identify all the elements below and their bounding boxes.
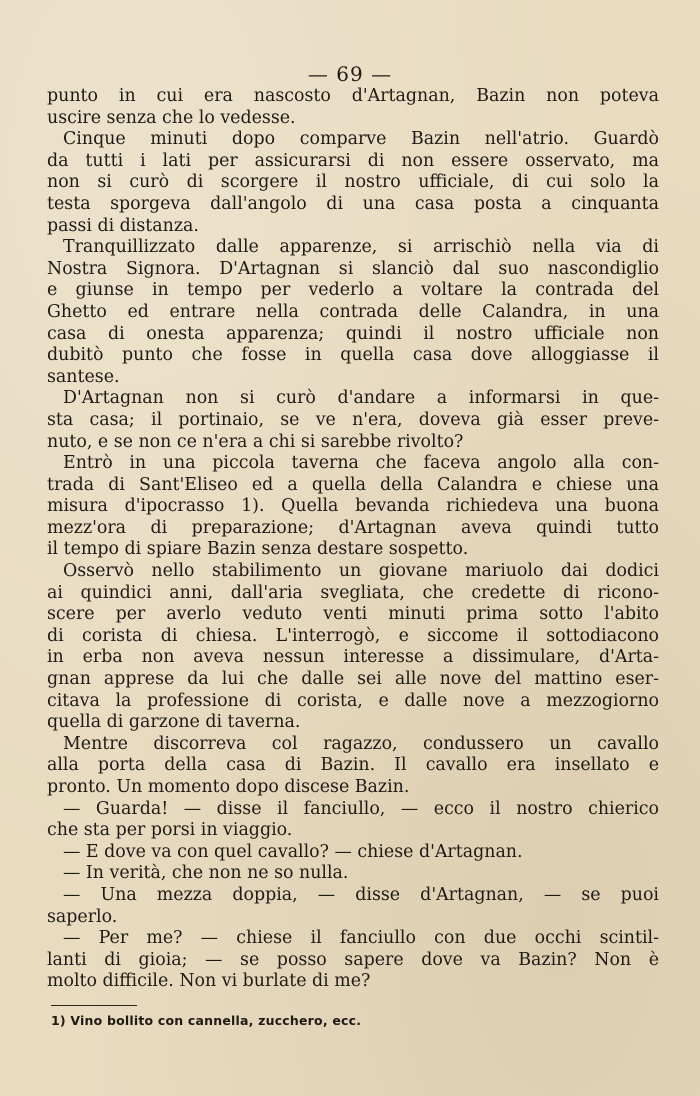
text-line: pronto. Un momento dopo discese Bazin. — [47, 777, 410, 797]
text-line: quella di garzone di taverna. — [47, 712, 301, 733]
text-line: mezz'ora di preparazione; d'Artagnan aveva quindi tutto — [47, 517, 659, 538]
text-line: Osservò nello stabilimento un giovane mariuolo dai dodici — [63, 561, 659, 582]
text-line: il tempo di spiare Bazin senza destare sospetto. — [47, 539, 469, 560]
text-line: uscire senza che lo vedesse. — [47, 107, 296, 128]
text-line: scere per averlo veduto venti minuti prima sotto l'abito — [47, 604, 659, 625]
text-line: sta casa; il portinaio, se ve n'era, doveva già esser preve- — [47, 409, 659, 430]
text-line: da tutti i lati per assicurarsi di non essere osservato, ma — [47, 150, 659, 171]
text-line: — Guarda! — disse il fanciullo, — ecco il nostro chierico — [63, 798, 659, 819]
text-line: passi di distanza. — [47, 215, 199, 236]
text-line: che sta per porsi in viaggio. — [47, 820, 293, 841]
text-line: trada di Sant'Eliseo ed a quella della Calandra e chiese una — [47, 474, 659, 495]
body-text — [47, 86, 659, 993]
text-line: non si curò di scorgere il nostro ufficiale, di cui solo la — [47, 172, 659, 193]
text-line: alla porta della casa di Bazin. Il cavallo era insellato e — [47, 755, 659, 776]
text-line: citava la professione di corista, e dalle nove a mezzogiorno — [47, 690, 659, 711]
text-line: Mentre discorreva col ragazzo, condussero un cavallo — [63, 733, 659, 754]
text-line: e giunse in tempo per vederlo a voltare la contrada del — [47, 280, 659, 301]
page-number: — 69 — — [307, 62, 393, 86]
text-line: di corista di chiesa. L'interrogò, e siccome il sottodiacono — [47, 625, 659, 646]
text-line: Cinque minuti dopo comparve Bazin nell'atrio. Guardò — [63, 129, 659, 150]
text-line: Ghetto ed entrare nella contrada delle Calandra, in una — [47, 301, 659, 322]
text-line: — Una mezza doppia, — disse d'Artagnan, — se puoi — [63, 884, 659, 905]
text-line: santese. — [47, 366, 120, 387]
text-line: nuto, e se non ce n'era a chi si sarebbe rivolto? — [47, 431, 464, 452]
text-line: gnan apprese da lui che dalle sei alle nove del mattino eser- — [47, 669, 659, 690]
text-line: punto in cui era nascosto d'Artagnan, Bazin non poteva — [47, 86, 659, 106]
text-line: — E dove va con quel cavallo? — chiese d'Artagnan. — [63, 841, 523, 862]
text-line: molto difficile. Non vi burlate di me? — [47, 971, 371, 992]
text-line: Nostra Signora. D'Artagnan si slanciò dal suo nascondiglio — [47, 258, 659, 279]
text-line: — In verità, che non ne so nulla. — [63, 863, 349, 884]
text-line: — Per me? — chiese il fanciullo con due occhi scintil- — [63, 928, 659, 949]
text-line: lanti di gioia; — se posso sapere dove va Bazin? Non è — [47, 949, 659, 970]
text-line: testa sporgeva dall'angolo di una casa posta a cinquanta — [47, 193, 659, 214]
footnote: 1) Vino bollito con cannella, zucchero, ecc. — [51, 1013, 362, 1028]
text-line: saperlo. — [47, 906, 118, 927]
text-line: ai quindici anni, dall'aria svegliata, che credette di ricono- — [47, 582, 659, 603]
text-line: dubitò punto che fosse in quella casa dove alloggiasse il — [47, 345, 659, 366]
footnote-divider — [51, 1005, 137, 1006]
text-line: Tranquillizzato dalle apparenze, si arrischiò nella via di — [63, 237, 659, 258]
text-line: Entrò in una piccola taverna che faceva angolo alla con- — [63, 453, 659, 474]
text-line: casa di onesta apparenza; quindi il nostro ufficiale non — [47, 323, 659, 344]
text-line: D'Artagnan non si curò d'andare a informarsi in que- — [63, 388, 659, 409]
text-line: misura d'ipocrasso 1). Quella bevanda richiedeva una buona — [47, 496, 659, 517]
text-line: in erba non aveva nessun interesse a dissimulare, d'Arta- — [47, 647, 659, 668]
